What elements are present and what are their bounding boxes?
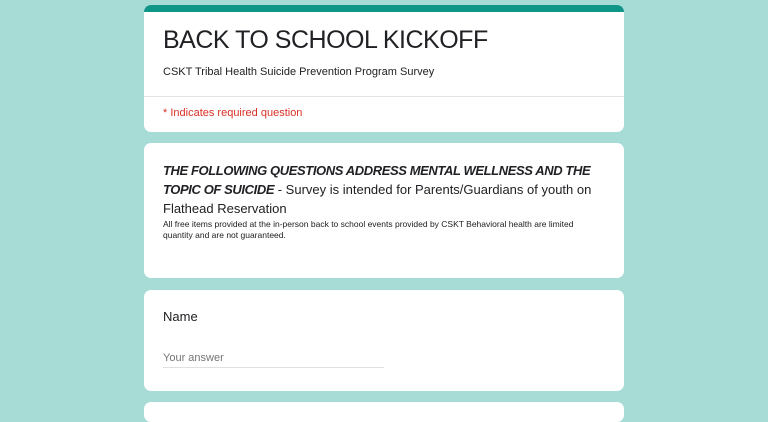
section-note: All free items provided at the in-person back to school events provided by CSKT Behavioral health are limited quantity and are not guaranteed. — [163, 219, 574, 240]
form-description: CSKT Tribal Health Suicide Prevention Program Survey — [163, 66, 435, 78]
required-note: * Indicates required question — [163, 107, 303, 119]
divider — [144, 96, 624, 97]
theme-accent-bar — [144, 5, 624, 12]
question-label: Name — [163, 309, 198, 324]
section-heading-bold: THE FOLLOWING QUESTIONS ADDRESS MENTAL WELLNESS AND THE TOPIC OF SUICIDE — [163, 163, 591, 197]
section-heading-rest: - Survey is intended for Parents/Guardians of youth on Flathead Reservation — [163, 182, 592, 216]
next-question-card — [144, 402, 624, 422]
name-input[interactable] — [163, 349, 384, 368]
section-description-card — [144, 143, 624, 278]
form-title: BACK TO SCHOOL KICKOFF — [163, 26, 488, 54]
form-header-card — [144, 5, 624, 132]
section-heading — [163, 161, 605, 218]
question-card-name — [144, 290, 624, 391]
